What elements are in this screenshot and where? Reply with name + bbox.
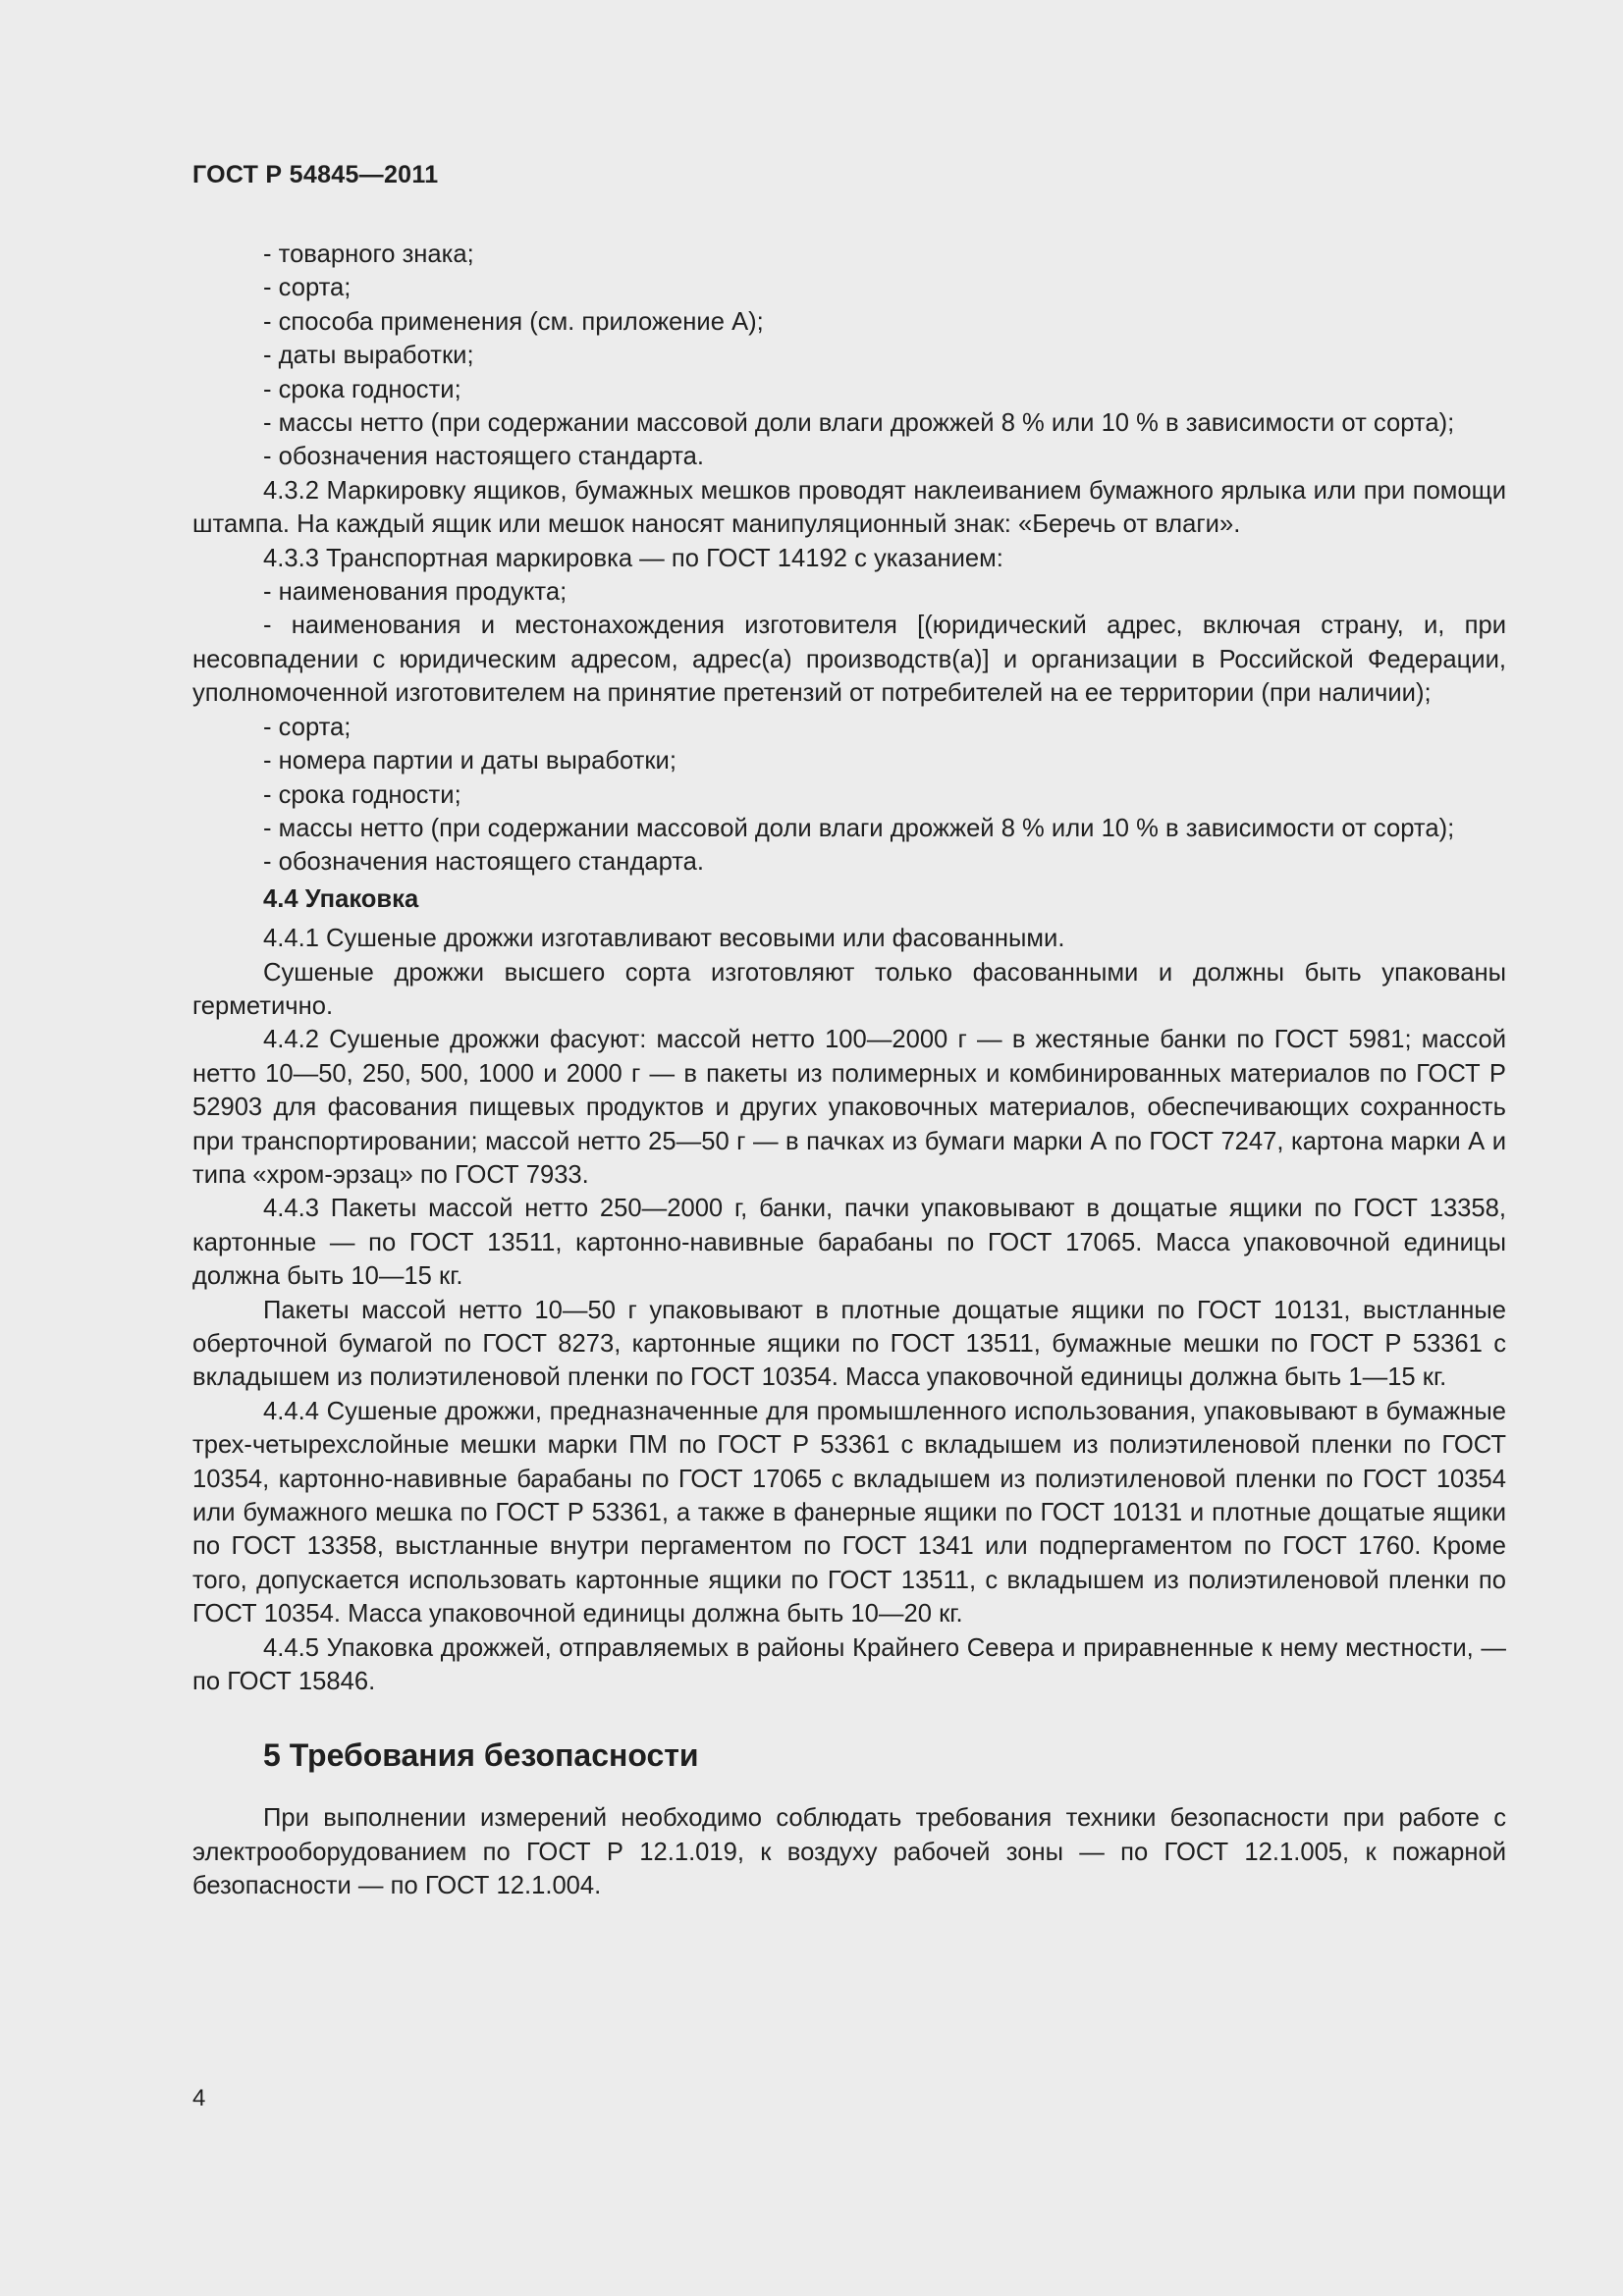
clause-paragraph: Сушеные дрожжи высшего сорта изготовляют только фасованными и должны быть упакованы герметично. <box>192 958 1506 1020</box>
clause-4-4-4: 4.4.4 Сушеные дрожжи, предназначенные для промышленного использования, упаковывают в бумажные трех-четырехслойные мешки марки ПМ по ГОСТ Р 53361 с вкладышем из полиэтиленовой пленки по ГОСТ 10354, картонно-навивные барабаны по ГОСТ 17065 с вкладышем из полиэтиленовой пленки по ГОСТ 10354 или бумажного мешка по ГОСТ Р 53361, а также в фанерные ящики по ГОСТ 10131 и плотные дощатые ящики по ГОСТ 13358, выстланные внутри пергаментом по ГОСТ 1341 или подпергаментом по ГОСТ 1760. Кроме того, допускается использовать картонные ящики по ГОСТ 13511, с вкладышем из полиэтиленовой пленки по ГОСТ 10354. Масса упаковочной единицы должна быть 10—20 кг. <box>192 1397 1506 1629</box>
document-header: ГОСТ Р 54845—2011 <box>192 161 439 188</box>
list-item: - обозначения настоящего стандарта. <box>263 848 705 877</box>
list-item: - способа применения (см. приложение А); <box>263 307 764 336</box>
list-item: - даты выработки; <box>263 342 474 370</box>
list-item: - массы нетто (при содержании массовой доли влаги дрожжей 8 % или 10 % в зависимости от сорта); <box>263 814 1455 842</box>
list-item: - наименования и местонахождения изготовителя [(юридический адрес, включая страну, и, при несовпадении с юридическим адресом, адрес(а) производств(а)] и организации в Российской Федерации, уполномоченной изготовителем на принятие претензий от потребителей на ее территории (при наличии); <box>192 612 1506 708</box>
section-4-4-heading: 4.4 Упаковка <box>263 884 419 913</box>
page-number: 4 <box>192 2085 206 2111</box>
list-item: - сорта; <box>263 713 352 741</box>
list-item: - номера партии и даты выработки; <box>263 747 676 775</box>
clause-4-4-2: 4.4.2 Сушеные дрожжи фасуют: массой нетто 100—2000 г — в жестяные банки по ГОСТ 5981; массой нетто 10—50, 250, 500, 1000 и 2000 г — в пакеты из полимерных и комбинированных материалов по ГОСТ Р 52903 для фасования пищевых продуктов и других упаковочных материалов, обеспечивающих сохранность при транспортировании; массой нетто 25—50 г — в пачках из бумаги марки А по ГОСТ 7247, картона марки А и типа «хром-эрзац» по ГОСТ 7933. <box>192 1026 1506 1189</box>
document-body <box>192 238 1506 1903</box>
list-item: - наименования продукта; <box>263 578 568 607</box>
list-item: - срока годности; <box>263 780 461 809</box>
clause-4-4-3: 4.4.3 Пакеты массой нетто 250—2000 г, банки, пачки упаковывают в дощатые ящики по ГОСТ 13358, картонные — по ГОСТ 13511, картонно-навивные барабаны по ГОСТ 17065. Масса упаковочной единицы должна быть 10—15 кг. <box>192 1195 1506 1291</box>
clause-4-3-2: 4.3.2 Маркировку ящиков, бумажных мешков проводят наклеиванием бумажного ярлыка или при помощи штампа. На каждый ящик или мешок наносят манипуляционный знак: «Беречь от влаги». <box>192 476 1506 539</box>
list-item: - товарного знака; <box>263 240 474 268</box>
section-5-heading: 5 Требования безопасности <box>263 1737 699 1774</box>
clause-paragraph: Пакеты массой нетто 10—50 г упаковывают в плотные дощатые ящики по ГОСТ 10131, выстланные оберточной бумагой по ГОСТ 8273, картонные ящики по ГОСТ 13511, бумажные мешки по ГОСТ Р 53361 с вкладышем из полиэтиленовой пленки по ГОСТ 10354. Масса упаковочной единицы должна быть 1—15 кг. <box>192 1296 1506 1392</box>
list-item: - сорта; <box>263 274 352 302</box>
section-5-text: При выполнении измерений необходимо соблюдать требования техники безопасности при работе с электрооборудованием по ГОСТ Р 12.1.019, к воздуху рабочей зоны — по ГОСТ 12.1.005, к пожарной безопасности — по ГОСТ 12.1.004. <box>192 1804 1506 1900</box>
clause-4-3-3: 4.3.3 Транспортная маркировка — по ГОСТ 14192 с указанием: <box>263 544 1003 572</box>
list-item: - обозначения настоящего стандарта. <box>263 443 705 471</box>
clause-4-4-1: 4.4.1 Сушеные дрожжи изготавливают весовыми или фасованными. <box>263 925 1065 953</box>
clause-4-4-5: 4.4.5 Упаковка дрожжей, отправляемых в районы Крайнего Севера и приравненные к нему местности, — по ГОСТ 15846. <box>192 1633 1506 1696</box>
list-item: - срока годности; <box>263 375 461 403</box>
list-item: - массы нетто (при содержании массовой доли влаги дрожжей 8 % или 10 % в зависимости от сорта); <box>263 409 1455 438</box>
